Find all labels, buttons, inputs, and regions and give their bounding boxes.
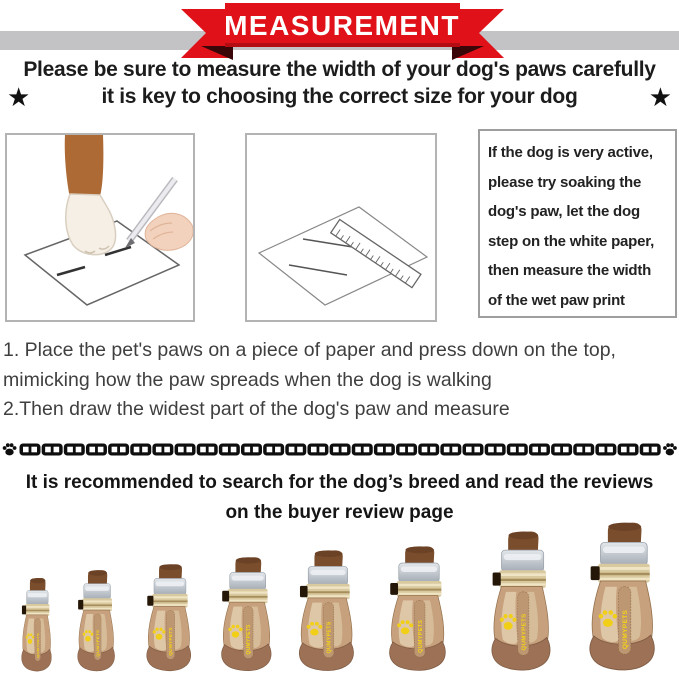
instruction-line: 2.Then draw the widest part of the dog's paw and measure [3, 398, 510, 420]
bone-icon [152, 444, 173, 456]
ruler-measure-illustration-box [245, 133, 437, 322]
bone-icon [485, 444, 506, 456]
measurement-ribbon [175, 0, 510, 64]
hand-icon [145, 213, 193, 250]
bone-icon [330, 444, 351, 456]
bone-icon [20, 444, 41, 456]
dog-paw [66, 194, 116, 255]
bone-icon [396, 444, 417, 456]
paw-trace-illustration-box [5, 133, 195, 322]
tip-line: please try soaking the [488, 173, 642, 191]
bone-icon [640, 444, 661, 456]
bone-icon [86, 444, 107, 456]
paw-icon [663, 443, 677, 455]
star-icon: ★ [7, 82, 31, 112]
bone-icon [263, 444, 284, 456]
bone-icon [307, 444, 328, 456]
bone-icon [507, 444, 528, 456]
bone-icon [463, 444, 484, 456]
bone-icon [285, 444, 306, 456]
paw-trace-illustration [7, 135, 193, 320]
heading-line-1: Please be sure to measure the width of your dog's paws carefully [23, 58, 656, 81]
bone-icon [529, 444, 550, 456]
bone-icon [440, 444, 461, 456]
bone-icon [130, 444, 151, 456]
bone-icon [42, 444, 63, 456]
banner-title: MEASUREMENT [224, 10, 460, 41]
dog-boot [72, 569, 119, 673]
heading-line-2: it is key to choosing the correct size for your dog [101, 85, 578, 108]
bone-divider [2, 440, 677, 458]
bone-icon [175, 444, 196, 456]
dog-boot [291, 549, 360, 673]
tip-line: If the dog is very active, [488, 144, 653, 161]
dog-boot [381, 545, 452, 673]
bone-icon [352, 444, 373, 456]
bone-icon [551, 444, 572, 456]
tip-line: of the wet paw print [488, 291, 625, 309]
tip-line: dog's paw, let the dog [488, 203, 640, 220]
bone-icon [108, 444, 129, 456]
ruler-measure-illustration [247, 135, 435, 320]
paw-icon [3, 443, 17, 455]
heading-line-2-row [0, 84, 679, 110]
dog-boot [580, 521, 662, 673]
dog-boot [214, 556, 277, 673]
bone-icon [64, 444, 85, 456]
instruction-line: mimicking how the paw spreads when the dog is walking [3, 368, 492, 391]
bone-icon [374, 444, 395, 456]
dog-leg [65, 135, 104, 198]
bone-icon [618, 444, 639, 456]
breed-recommendation [0, 468, 679, 528]
bone-icon [418, 444, 439, 456]
bone-icon [573, 444, 594, 456]
ribbon-banner-shade [225, 43, 460, 47]
bone-icon [197, 444, 218, 456]
star-icon: ★ [648, 82, 672, 112]
recommendation-line-1: It is recommended to search for the dog’s breed and read the reviews [25, 472, 654, 493]
tip-line: step on the white paper, [488, 232, 655, 250]
bone-icon [219, 444, 240, 456]
active-dog-tip-box [478, 129, 677, 318]
tip-line: then measure the width [488, 262, 652, 279]
dog-boot [483, 530, 557, 673]
dog-boot [17, 577, 55, 673]
bone-icon [595, 444, 616, 456]
recommendation-line-2: on the buyer review page [225, 502, 454, 523]
measuring-instructions [3, 336, 679, 425]
instruction-line: 1. Place the pet's paws on a piece of paper and press down on the top, [3, 339, 616, 361]
dog-boot [140, 563, 196, 673]
bone-icon [241, 444, 262, 456]
